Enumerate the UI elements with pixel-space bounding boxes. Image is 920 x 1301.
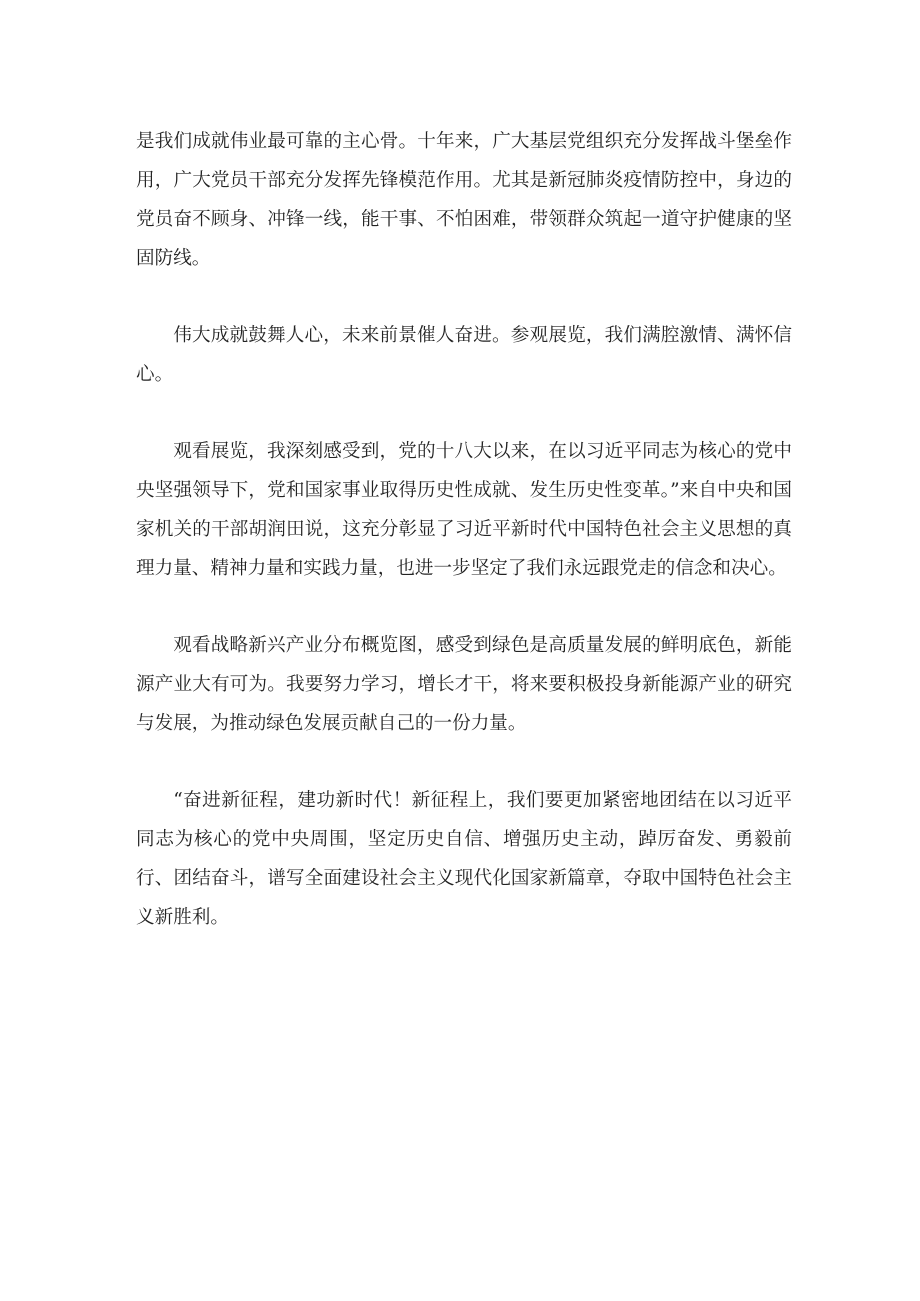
document-body bbox=[136, 122, 792, 975]
paragraph-4: 观看战略新兴产业分布概览图，感受到绿色是高质量发展的鲜明底色，新能源产业大有可为。我要努力学习，增长才干，将来要积极投身新能源产业的研究与发展，为推动绿色发展贡献自己的一份力量。 bbox=[136, 635, 792, 734]
paragraph-1: 是我们成就伟业最可靠的主心骨。十年来，广大基层党组织充分发挥战斗堡垒作用，广大党员干部充分发挥先锋模范作用。尤其是新冠肺炎疫情防控中，身边的党员奋不顾身、冲锋一线，能干事、不怕困难，带领群众筑起一道守护健康的坚固防线。 bbox=[136, 131, 792, 269]
paragraph-3: 观看展览，我深刻感受到，党的十八大以来，在以习近平同志为核心的党中央坚强领导下，党和国家事业取得历史性成就、发生历史性变革。”来自中央和国家机关的干部胡润田说，这充分彰显了习近平新时代中国特色社会主义思想的真理力量、精神力量和实践力量，也进一步坚定了我们永远跟党走的信念和决心。 bbox=[136, 441, 792, 579]
paragraph-2: 伟大成就鼓舞人心，未来前景催人奋进。参观展览，我们满腔激情、满怀信心。 bbox=[136, 325, 792, 385]
paragraph-5: “奋进新征程，建功新时代！新征程上，我们要更加紧密地团结在以习近平同志为核心的党中央周围，坚定历史自信、增强历史主动，踔厉奋发、勇毅前行、团结奋斗，谱写全面建设社会主义现代化国家新篇章，夺取中国特色社会主义新胜利。 bbox=[136, 790, 792, 928]
